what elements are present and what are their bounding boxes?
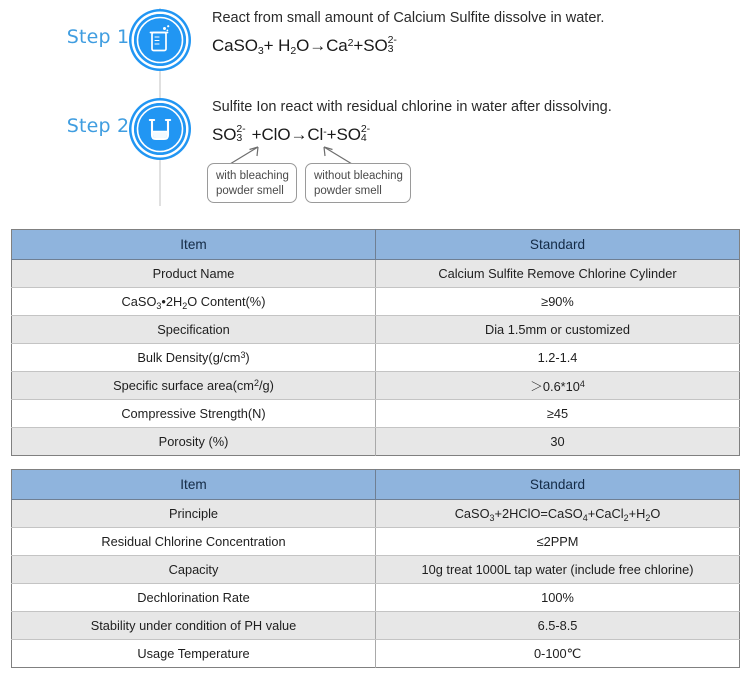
- cell-standard: 1.2-1.4: [376, 344, 740, 372]
- cell-standard: $CaSO_3+2HClO=CaSO_4+CaCl_2+H_2O$: [376, 500, 740, 528]
- table-row: [12, 528, 740, 556]
- table-row: [12, 260, 740, 288]
- cell-item: Compressive Strength(N): [12, 400, 376, 428]
- cell-item: Capacity: [12, 556, 376, 584]
- table-header-row: [12, 470, 740, 500]
- table-2-body: [12, 500, 740, 668]
- cell-standard: ≥90%: [376, 288, 740, 316]
- step-1-content: [212, 8, 732, 59]
- callout-without-bleaching-smell: [305, 163, 411, 203]
- callout-with-bleaching-smell: [207, 163, 297, 203]
- cell-standard: ≥45: [376, 400, 740, 428]
- process-steps-section: [0, 0, 750, 222]
- table-row: [12, 400, 740, 428]
- cell-item: Stability under condition of PH value: [12, 612, 376, 640]
- cell-standard: 30: [376, 428, 740, 456]
- table-row: [12, 584, 740, 612]
- step-1-equation: CaSO$_3$+ $H_2O\to Ca^2+SO$ 3 2-: [212, 33, 397, 58]
- beaker-with-liquid-icon: [134, 103, 186, 155]
- step-1-badge: [134, 14, 186, 66]
- step-2-label: Step 2: [66, 115, 130, 137]
- table-row: [12, 556, 740, 584]
- step-2-content: [212, 97, 732, 148]
- table-row: [12, 288, 740, 316]
- table-1-body: [12, 260, 740, 456]
- cell-item: $CaSO_3•2H_2O$ Content(%): [12, 288, 376, 316]
- cell-item: Residual Chlorine Concentration: [12, 528, 376, 556]
- cell-item: Bulk $Density(g/cm^3)$: [12, 344, 376, 372]
- step-1-label: Step 1: [66, 26, 130, 48]
- cell-standard: ≤2PPM: [376, 528, 740, 556]
- cell-item: Dechlorination Rate: [12, 584, 376, 612]
- table-header-row: [12, 230, 740, 260]
- cell-item: Principle: [12, 500, 376, 528]
- step-2-description: Sulfite Ion react with residual chlorine in water after dissolving.: [212, 99, 612, 115]
- table-2-header-item: Item: [12, 470, 376, 500]
- cell-standard: $>0.6*10^4$: [376, 372, 740, 400]
- step-1-description: React from small amount of Calcium Sulfite dissolve in water.: [212, 10, 605, 26]
- table-row: [12, 500, 740, 528]
- cell-item: Porosity (%): [12, 428, 376, 456]
- cell-item: Specific surface $area(cm^2/g)$: [12, 372, 376, 400]
- cell-item: Specification: [12, 316, 376, 344]
- table-row: [12, 372, 740, 400]
- cell-standard: Dia 1.5mm or customized: [376, 316, 740, 344]
- table-row: [12, 640, 740, 668]
- callout-arrow-1-icon: [228, 145, 268, 165]
- callout-1-line-2: powder smell: [216, 185, 284, 197]
- cell-standard: Calcium Sulfite Remove Chlorine Cylinder: [376, 260, 740, 288]
- cell-standard: 10g treat 1000L tap water (include free chlorine): [376, 556, 740, 584]
- table-row: [12, 428, 740, 456]
- step-2-badge: [134, 103, 186, 155]
- cell-standard: 100%: [376, 584, 740, 612]
- product-specification-table: [11, 229, 740, 456]
- performance-specification-table: [11, 469, 740, 668]
- cell-item: Product Name: [12, 260, 376, 288]
- table-row: [12, 344, 740, 372]
- step-2-equation: SO 3 2- +ClO→Cl-+SO 4 2-: [212, 122, 371, 145]
- table-2-header-standard: Standard: [376, 470, 740, 500]
- table-1-header-item: Item: [12, 230, 376, 260]
- callout-2-line-1: without bleaching: [314, 170, 403, 182]
- cell-standard: 0-100℃: [376, 640, 740, 668]
- callout-arrow-2-icon: [322, 145, 362, 165]
- callout-1-line-1: with bleaching: [216, 170, 289, 182]
- cell-item: Usage Temperature: [12, 640, 376, 668]
- beaker-with-bubbles-icon: [134, 14, 186, 66]
- callout-2-line-2: powder smell: [314, 185, 382, 197]
- cell-standard: 6.5-8.5: [376, 612, 740, 640]
- table-row: [12, 612, 740, 640]
- table-1-header-standard: Standard: [376, 230, 740, 260]
- table-row: [12, 316, 740, 344]
